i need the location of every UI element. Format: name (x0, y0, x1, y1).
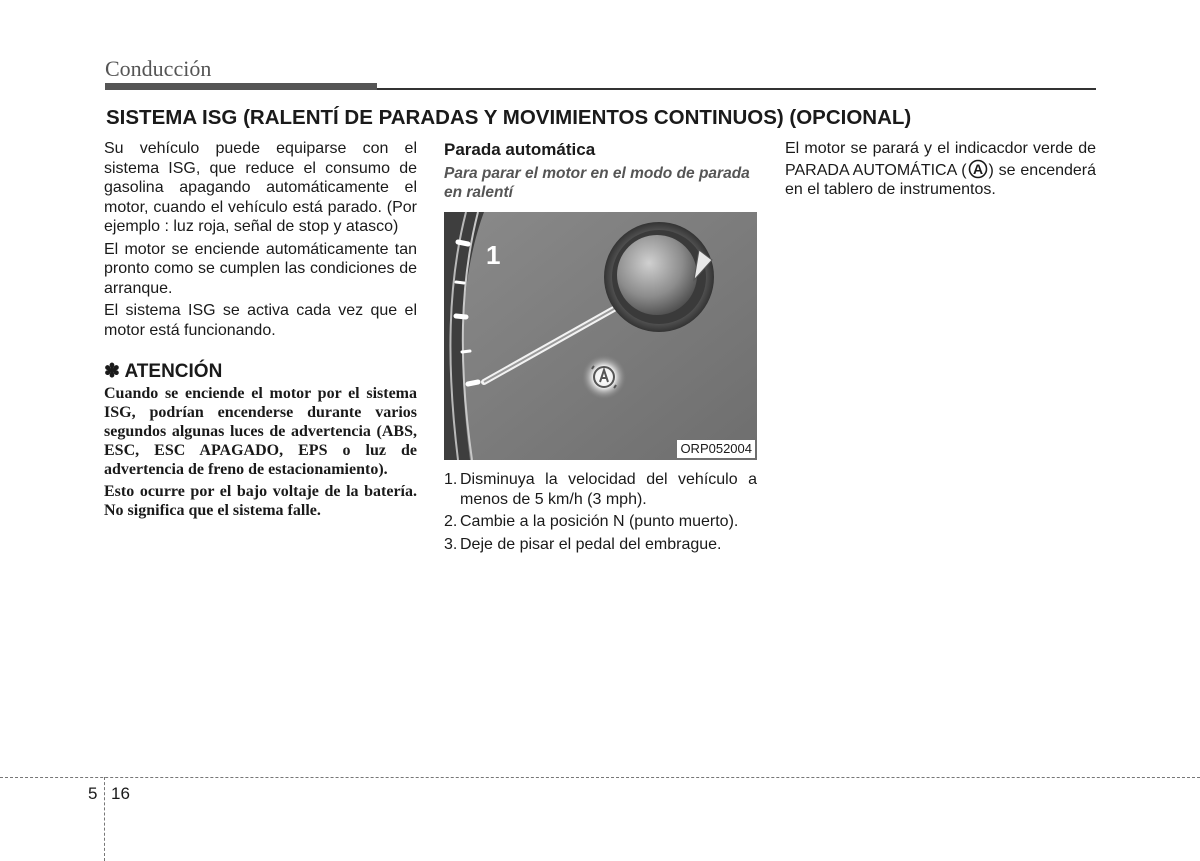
attention-paragraph: Cuando se enciende el motor por el sistema ISG, podrían encenderse durante varios segundos algunas luces de advertencia (ABS, ESC, ESC APAGADO, EPS o luz de advertencia de freno de estacionamiento). (104, 385, 417, 478)
column-left (104, 139, 417, 523)
step-number: 2. (444, 513, 458, 530)
subsection-subheading: Para parar el motor en el modo de parada en ralentí (444, 165, 750, 201)
gauge-illustration (444, 212, 757, 460)
list-item (444, 535, 757, 555)
paragraph-text: El motor se parará y el indicacdor verde de PARADA AUTOMÁTICA ( (785, 140, 1096, 179)
footer-divider (104, 777, 105, 861)
auto-stop-indicator-icon (582, 355, 626, 399)
paragraph: El motor se enciende automáticamente tan pronto como se cumplen las condiciones de arranque. (104, 240, 417, 297)
header-rule-accent (105, 83, 377, 90)
gauge-number: 1 (486, 240, 501, 270)
attention-title: ✽ ATENCIÓN (104, 361, 223, 382)
auto-stop-icon (967, 159, 989, 179)
paragraph (785, 139, 1096, 200)
auto-stop-icon-letter: A (972, 160, 983, 177)
subsection-heading: Parada automática (444, 140, 596, 159)
paragraph: El sistema ISG se activa cada vez que el motor está funcionando. (104, 302, 417, 339)
figure-code: ORP052004 (677, 440, 755, 458)
column-right (785, 139, 1096, 203)
paragraph-text: ) se encenderá en el tablero de instrumentos. (785, 161, 1097, 198)
attention-paragraph: Esto ocurre por el bajo voltaje de la batería. No significa que el sistema falle. (104, 483, 417, 519)
column-middle (444, 139, 757, 557)
page-title: SISTEMA ISG (RALENTÍ DE PARADAS Y MOVIMIENTOS CONTINUOS) (OPCIONAL) (106, 106, 912, 129)
paragraph: Su vehículo puede equiparse con el sistema ISG, que reduce el consumo de gasolina apagando automáticamente el motor, cuando el vehículo está parado. (Por ejemplo : luz roja, señal de stop y atasco) (104, 140, 417, 235)
step-text: Deje de pisar el pedal del embrague. (460, 535, 722, 553)
footer-rule (0, 777, 1200, 778)
section-title: Conducción (105, 56, 212, 81)
chapter-number: 5 (88, 784, 98, 803)
list-item (444, 512, 757, 532)
page-number: 16 (111, 784, 130, 803)
step-text: Disminuya la velocidad del vehículo a menos de 5 km/h (3 mph). (460, 471, 757, 508)
step-text: Cambie a la posición N (punto muerto). (460, 513, 739, 530)
gauge-svg (444, 212, 757, 460)
step-number: 3. (444, 535, 458, 553)
steps-list (444, 470, 757, 554)
step-number: 1. (444, 471, 458, 488)
list-item (444, 470, 757, 509)
